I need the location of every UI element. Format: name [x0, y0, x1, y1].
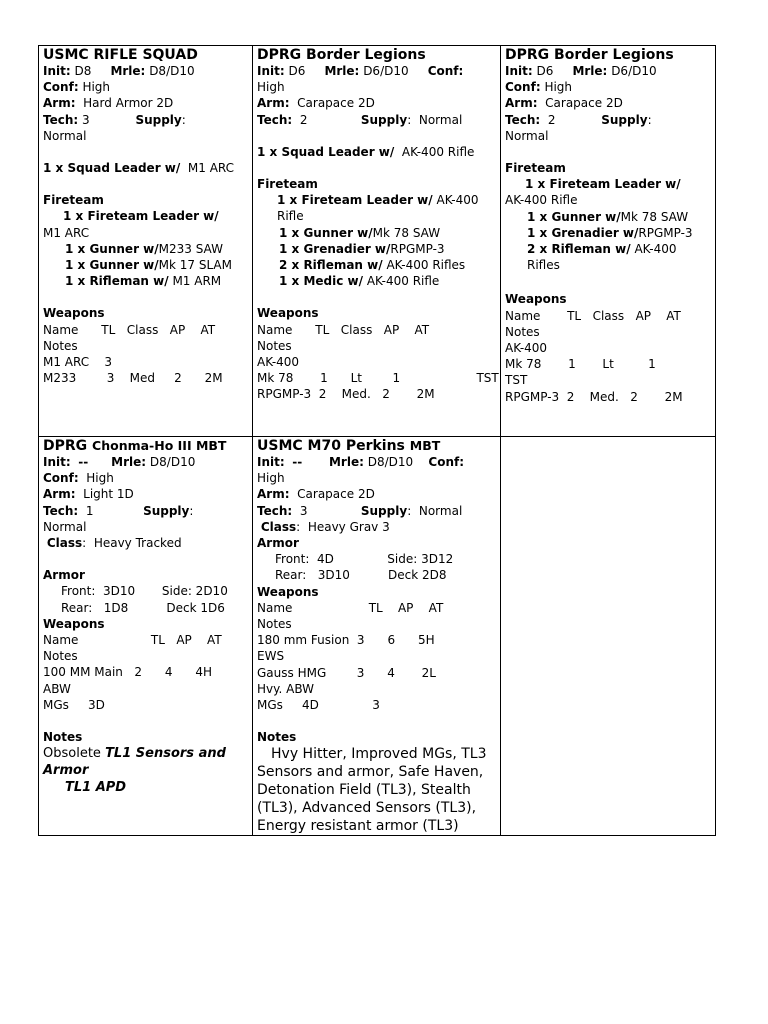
stat-line: Tech: 3 Supply: [43, 112, 186, 127]
card-title: DPRG Border Legions [505, 47, 674, 63]
weapon-row: 180 mm Fusion 3 6 5H [257, 633, 435, 648]
armor-heading: Armor [257, 536, 299, 551]
rifleman-line: 1 x Rifleman w/ M1 ARM [65, 274, 222, 289]
armor-front: Front: 4D Side: 3D12 [275, 552, 454, 567]
squad-leader-line: 1 x Squad Leader w/ AK-400 Rifle [257, 144, 475, 159]
stat-line: Arm: Light 1D [43, 487, 134, 502]
gunner-line: 1 x Gunner w/M233 SAW [65, 241, 223, 256]
card-title: DPRG Border Legions [257, 47, 426, 63]
fireteam-leader-weapon: AK-400 Rifle [505, 193, 578, 208]
stat-line: Init: -- Mrle: D8/D10 Conf: [257, 455, 465, 469]
gunner-line: 1 x Gunner w/Mk 17 SLAM [65, 258, 232, 273]
weapon-row: RPGMP-3 2 Med. 2 2M [505, 389, 683, 404]
weapon-row: Hvy. ABW [257, 681, 315, 696]
weapon-row: EWS [257, 649, 285, 664]
fireteam-leader-line: 1 x Fireteam Leader w/ [525, 177, 681, 192]
stat-line: Init: D8 Mrle: D8/D10 [43, 64, 195, 78]
weapon-row: TST [505, 373, 528, 388]
stat-line: Tech: 2 Supply: [505, 112, 652, 127]
fireteam-leader-line: 1 x Fireteam Leader w/ AK-400 Rifle [277, 193, 479, 224]
stat-line: Arm: Carapace 2D [257, 487, 375, 502]
stat-line: Tech: 2 Supply: Normal [257, 112, 463, 127]
armor-rear: Rear: 1D8 Deck 1D6 [61, 600, 225, 615]
notes-heading: Notes [257, 730, 297, 745]
stat-line: Arm: Carapace 2D [505, 96, 623, 111]
notes-text: Hvy Hitter, Improved MGs, TL3 Sensors and armor, Safe Haven, Detonation Field (TL3), Stealth (TL3), Advanced Sensors (TL3), Energy resistant armor (TL3) [257, 746, 487, 835]
stat-line: Arm: Carapace 2D [257, 96, 375, 111]
unit-cards-table [38, 45, 716, 836]
weapons-notes-header: Notes [43, 649, 78, 664]
riflemen-line: 2 x Rifleman w/ AK-400 Rifles [279, 258, 466, 273]
weapon-row: M1 ARC 3 [43, 355, 113, 370]
card-usmc-m70-perkins-mbt [253, 437, 501, 836]
weapon-row: ABW [43, 681, 71, 696]
stat-line: High [257, 80, 285, 95]
card-dprg-border-legions-a [253, 46, 501, 437]
weapons-header: Name TL AP AT [43, 633, 222, 648]
stat-line: Arm: Hard Armor 2D [43, 96, 174, 111]
card-title: DPRG Chonma-Ho III MBT [43, 438, 227, 454]
medic-line: 1 x Medic w/ AK-400 Rifle [279, 274, 440, 289]
squad-leader-line: 1 x Squad Leader w/ M1 ARC [43, 161, 235, 176]
weapon-row: Mk 78 1 Lt 1 TST [257, 371, 499, 386]
card-title: USMC M70 Perkins MBT [257, 438, 441, 454]
weapons-heading: Weapons [43, 306, 105, 321]
weapons-notes-header: Notes [257, 338, 292, 353]
stat-line: Tech: 3 Supply: Normal [257, 503, 463, 518]
stat-line: Normal [43, 128, 87, 143]
notes-text: TL1 APD [65, 780, 127, 796]
card-dprg-chonma-ho-mbt [39, 437, 253, 836]
stat-line: Normal [505, 128, 549, 143]
weapons-notes-header: Notes [257, 617, 292, 632]
empty-cell [501, 437, 716, 836]
weapons-notes-header: Notes [43, 338, 78, 353]
gunner-line: 1 x Gunner w/Mk 78 SAW [279, 225, 441, 240]
weapons-heading: Weapons [43, 616, 105, 631]
weapon-row: M233 3 Med 2 2M [43, 371, 223, 386]
stat-line: High [257, 471, 285, 486]
card-usmc-rifle-squad [39, 46, 253, 437]
fireteam-leader-weapon: M1 ARC [43, 225, 90, 240]
weapons-heading: Weapons [257, 584, 319, 599]
notes-heading: Notes [43, 730, 83, 745]
weapons-header: Name TL Class AP AT [43, 322, 216, 337]
armor-rear: Rear: 3D10 Deck 2D8 [275, 568, 447, 583]
stat-line: Normal [43, 519, 87, 534]
weapon-row: MGs 4D 3 [257, 698, 380, 713]
fireteam-heading: Fireteam [505, 161, 566, 176]
class-line: Class: Heavy Tracked [46, 536, 182, 551]
stat-line: Conf: High [43, 80, 111, 95]
armor-heading: Armor [43, 568, 85, 583]
weapons-header: Name TL Class AP AT [257, 322, 430, 337]
weapons-header: Name TL AP AT [257, 600, 444, 615]
riflemen-line: 2 x Rifleman w/ AK-400 Rifles [527, 242, 677, 273]
grenadier-line: 1 x Grenadier w/RPGMP-3 [527, 225, 693, 240]
weapons-heading: Weapons [505, 292, 567, 307]
stat-line: Tech: 1 Supply: [43, 503, 194, 518]
stat-line: Init: D6 Mrle: D6/D10 [505, 64, 657, 78]
grenadier-line: 1 x Grenadier w/RPGMP-3 [279, 241, 445, 256]
weapons-header: Name TL Class AP AT [505, 308, 681, 323]
weapon-row: AK-400 [505, 341, 548, 356]
fireteam-leader-line: 1 x Fireteam Leader w/ [63, 209, 219, 224]
weapon-row: 100 MM Main 2 4 4H [43, 665, 213, 680]
notes-text: Obsolete TL1 Sensors and Armor [43, 746, 226, 779]
card-dprg-border-legions-b [501, 46, 716, 437]
weapon-row: Mk 78 1 Lt 1 [505, 357, 656, 372]
weapons-notes-header: Notes [505, 324, 540, 339]
gunner-line: 1 x Gunner w/Mk 78 SAW [527, 209, 689, 224]
armor-front: Front: 3D10 Side: 2D10 [61, 584, 228, 599]
fireteam-heading: Fireteam [257, 177, 318, 192]
stat-line: Conf: High [505, 80, 573, 95]
fireteam-heading: Fireteam [43, 193, 104, 208]
card-title: USMC RIFLE SQUAD [43, 47, 198, 63]
weapon-row: RPGMP-3 2 Med. 2 2M [257, 387, 435, 402]
stat-line: Init: -- Mrle: D8/D10 [43, 455, 196, 469]
weapon-row: Gauss HMG 3 4 2L [257, 665, 436, 680]
stat-line: Init: D6 Mrle: D6/D10 Conf: [257, 64, 464, 78]
weapon-row: MGs 3D [43, 697, 105, 712]
weapon-row: AK-400 [257, 355, 300, 370]
stat-line: Conf: High [43, 471, 114, 486]
class-line: Class: Heavy Grav 3 [260, 519, 390, 534]
weapons-heading: Weapons [257, 306, 319, 321]
